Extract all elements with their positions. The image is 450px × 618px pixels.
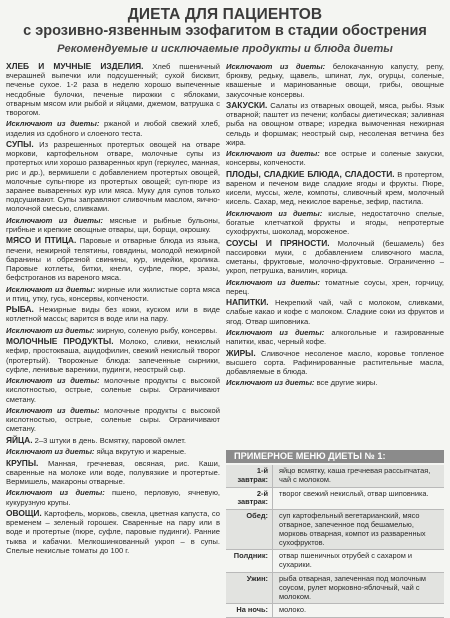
diet-paragraph xyxy=(226,378,444,387)
section-heading: КРУПЫ. xyxy=(6,457,39,468)
paragraph-text: жирные или жилистые сорта мяса и птиц, утку, гусь, консервы, копчености. xyxy=(6,284,220,303)
section-heading: РЫБА. xyxy=(6,304,34,315)
exclusion-label: Исключают из диеты: xyxy=(226,277,321,287)
page-title-line2: с эрозивно-язвенным эзофагитом в стадии обострения xyxy=(23,23,427,39)
diet-paragraph xyxy=(6,376,220,404)
paragraph-text: 2–3 штуки в день. Всмятку, паровой омлет. xyxy=(32,435,186,445)
menu-meal-label: Ужин: xyxy=(226,573,272,603)
diet-paragraph xyxy=(6,216,220,234)
diet-paragraph xyxy=(226,170,444,207)
diet-paragraph xyxy=(226,62,444,99)
diet-paragraph xyxy=(6,236,220,282)
section-heading: СУПЫ. xyxy=(6,139,34,149)
menu-row xyxy=(226,550,444,573)
paragraph-text: ржаной и любой свежий хлеб, изделия из сдобного и слоеного теста. xyxy=(6,119,220,138)
paragraph-text: все другие жиры. xyxy=(314,378,378,388)
menu-row xyxy=(226,488,444,511)
exclusion-label: Исключают из диеты: xyxy=(226,378,315,388)
paragraph-text: Картофель, морковь, свекла, цветная капуста, со временем – зеленый горошек. Сваренные на пару или в воде и протертые (пюре, суфле, паровые пудинги). Ранние тыква и кабачки. Мелкошинкованный укроп – в супы. Спелые некислые томаты до 100 г. xyxy=(6,508,220,555)
diet-paragraph xyxy=(226,149,444,167)
menu-row xyxy=(226,510,444,550)
paragraph-text: белокачанную капусту, репу, брюкву, редьку, щавель, шпинат, лук, огурцы, соленые, квашеные и маринованные овощи, грибы, овощные закусочные консервы. xyxy=(226,62,444,99)
diet-paragraph xyxy=(6,119,220,137)
sample-menu-box xyxy=(226,450,444,615)
section-heading: ОВОЩИ. xyxy=(6,507,42,518)
diet-paragraph xyxy=(6,488,220,506)
diet-paragraph xyxy=(226,278,444,296)
section-heading: НАПИТКИ. xyxy=(226,297,269,308)
diet-paragraph xyxy=(226,328,444,346)
menu-meal-value: отвар пшеничных отрубей с сахаром и сухарики. xyxy=(272,550,444,572)
diet-paragraph xyxy=(6,337,220,374)
paragraph-text: яйца вкрутую и жареные. xyxy=(94,447,187,457)
right-column xyxy=(226,62,444,390)
paragraph-text: В протертом, вареном и печеном виде сладкие ягоды и фрукты. Пюре, кисели, муссы, желе, компоты, сливочный крем, молочный кисель. Сахар, мед, некислое варенье, зефир, пастила. xyxy=(226,169,444,207)
menu-meal-value: творог свежий некислый, отвар шиповника. xyxy=(272,488,444,510)
diet-paragraph xyxy=(226,349,444,377)
menu-meal-label: На ночь: xyxy=(236,605,268,615)
menu-meal-value: молоко. xyxy=(272,604,444,617)
paragraph-text: Сливочное несоленое масло, коровье топленое высшего сорта. Рафинированные растительные масла, добавляемые в блюда. xyxy=(226,348,444,376)
menu-meal-label: Полдник: xyxy=(233,551,268,561)
exclusion-label: Исключают из диеты: xyxy=(6,119,100,129)
page-title: ДИЕТА ДЛЯ ПАЦИЕНТОВ xyxy=(127,6,323,23)
sample-menu-table xyxy=(226,465,444,618)
diet-paragraph xyxy=(226,101,444,147)
exclusion-label: Исключают из диеты: xyxy=(6,405,100,415)
page-subtitle: Рекомендуемые и исключаемые продукты и блюда диеты xyxy=(57,43,393,55)
exclusion-label: Исключают из диеты: xyxy=(6,488,105,498)
diet-paragraph xyxy=(6,447,220,456)
diet-paragraph xyxy=(6,326,220,335)
section-heading: МОЛОЧНЫЕ ПРОДУКТЫ. xyxy=(6,336,114,347)
menu-row xyxy=(226,465,444,488)
exclusion-label: Исключают из диеты: xyxy=(6,215,104,225)
paragraph-text: Паровые и отварные блюда из языка, печени, нежирной телятины, говядины, молодой нежирной баранины и обрезной свинины, кур, индейки, кролика. Паровые котлеты, битки, кнели, суфле, пюре, зразы, бефстроганов из вареного мяса. xyxy=(6,236,220,283)
paragraph-text: томатные соусы, хрен, горчицу, перец. xyxy=(226,277,445,296)
exclusion-label: Исключают из диеты: xyxy=(6,376,100,386)
paragraph-text: молочные продукты с высокой кислотностью, острые, соленые сыры. Ограничивают сметану. xyxy=(6,405,220,434)
menu-meal-label: 2-й завтрак: xyxy=(237,488,268,507)
diet-paragraph xyxy=(226,209,444,237)
paragraph-text: Из разрешенных протертых овощей на отваре моркови, картофельном отваре, молочные супы из протертых или хорошо разваренных круп (геркулес, манная, рис и др.), вермишели с добавлением протертых овощей, молочные супы-пюре из протертых овощей; суп-пюре из заранее вываренных кур или мяса. Муку для супов только подсушивают. Супы заправляют сливочным маслом, яично-молочной смесью, сливками. xyxy=(6,140,220,214)
section-heading: ЯЙЦА. xyxy=(6,434,33,445)
section-heading: ЗАКУСКИ. xyxy=(226,100,268,110)
paragraph-text: Молоко, сливки, некислый кефир, простокваша, ацидофилин, свежий некислый творог (протертый). Творожные блюда: запеченные сырники, суфле, ленивые вареники, пудинги, неострый сыр. xyxy=(6,337,220,374)
diet-paragraph xyxy=(226,239,444,276)
exclusion-label: Исключают из диеты: xyxy=(6,284,96,294)
exclusion-label: Исключают из диеты: xyxy=(226,327,325,337)
paragraph-text: Манная, гречневая, овсяная, рис. Каши, сваренные на молоке или воде, полувязкие и протертые. Вермишель, макароны отварные. xyxy=(6,458,220,486)
diet-paragraph xyxy=(6,509,220,555)
paragraph-text: пшено, перловую, ячневую, кукурузную крупы. xyxy=(6,488,220,507)
paragraph-text: Салаты из отварных овощей, мяса, рыбы. Язык отварной; паштет из печени; колбасы диетическая; заливная рыба на овощном отваре; изредка вымоченная нежирная сельдь и форшмак; неострый сыр, несоленая ветчина без жира. xyxy=(226,101,444,147)
diet-paragraph xyxy=(6,62,220,117)
sample-menu-title: ПРИМЕРНОЕ МЕНЮ ДИЕТЫ № 1: xyxy=(226,450,444,463)
paragraph-text: Нежирные виды без кожи, куском или в виде котлетной массы; варится в воде или на пару. xyxy=(6,305,220,324)
exclusion-label: Исключают из диеты: xyxy=(226,62,326,71)
diet-paragraph xyxy=(6,285,220,303)
section-heading: ЖИРЫ. xyxy=(226,347,256,358)
exclusion-label: Исключают из диеты: xyxy=(6,325,95,335)
paragraph-text: все острые и соленые закуски, консервы, копчености. xyxy=(226,149,444,168)
diet-paragraph xyxy=(6,305,220,323)
paragraph-text: молочные продукты с высокой кислотностью, острые, соленые сыры. Ограничивают сметану. xyxy=(6,376,220,404)
section-heading: ПЛОДЫ, СЛАДКИЕ БЛЮДА, СЛАДОСТИ. xyxy=(226,168,395,179)
diet-paragraph xyxy=(6,140,220,214)
menu-meal-value: суп картофельный вегетарианский, мясо отварное, запеченное под бешамелью, морковь отварная, компот из разваренных сухофруктов. xyxy=(272,510,444,549)
section-heading: СОУСЫ И ПРЯНОСТИ. xyxy=(226,237,330,248)
paragraph-text: Некрепкий чай, чай с молоком, сливками, слабые какао и кофе с молоком. Сладкие соки из фруктов и ягод. Отвар шиповника. xyxy=(226,298,444,326)
diet-paragraph xyxy=(6,436,220,445)
menu-meal-label: 1-й завтрак: xyxy=(226,465,272,487)
diet-paragraph xyxy=(6,406,220,434)
exclusion-label: Исключают из диеты: xyxy=(6,447,95,457)
paragraph-text: мясные и рыбные бульоны, грибные и крепкие овощные отвары, щи, борщи, окрошку. xyxy=(6,215,220,235)
paragraph-text: жирную, соленую рыбу, консервы. xyxy=(94,325,218,335)
menu-meal-value: яйцо всмятку, каша гречневая рассыпчатая, чай с молоком. xyxy=(272,465,444,487)
exclusion-label: Исключают из диеты: xyxy=(226,208,323,218)
diet-paragraph xyxy=(226,298,444,326)
page-header xyxy=(0,6,450,56)
paragraph-text: алкогольные и газированные напитки, квас, черный кофе. xyxy=(226,327,444,347)
section-heading: МЯСО И ПТИЦА. xyxy=(6,235,77,246)
paragraph-text: кислые, недостаточно спелые, богатые клетчаткой фрукты и ягоды, непротертые сухофрукты, шоколад, мороженое. xyxy=(226,208,444,237)
exclusion-label: Исключают из диеты: xyxy=(226,149,320,159)
menu-meal-value: рыба отварная, запеченная под молочным соусом, рулет морковно-яблочный, чай с молоком. xyxy=(272,573,444,603)
paragraph-text: Молочный (бешамель) без пассировки муки, с добавлением сливочного масла, сметаны, фруктовые, молочно-фруктовые. Ограниченно – укроп, петрушка, ванилин, корица. xyxy=(226,238,444,276)
paragraph-text: Хлеб пшеничный вчерашней выпечки или подсушенный; сухой бисквит, печенье сухое. 1-2 раза в неделю хорошо выпеченные несдобные булочки, печеные пирожки с яблоками, отварным мясом или рыбой и яйцами, джемом, ватрушка с творогом. xyxy=(6,62,220,118)
section-heading: ХЛЕБ И МУЧНЫЕ ИЗДЕЛИЯ. xyxy=(6,61,144,71)
left-column xyxy=(6,62,220,557)
menu-meal-label: Обед: xyxy=(226,510,272,549)
diet-paragraph xyxy=(6,459,220,487)
menu-row xyxy=(226,604,444,618)
